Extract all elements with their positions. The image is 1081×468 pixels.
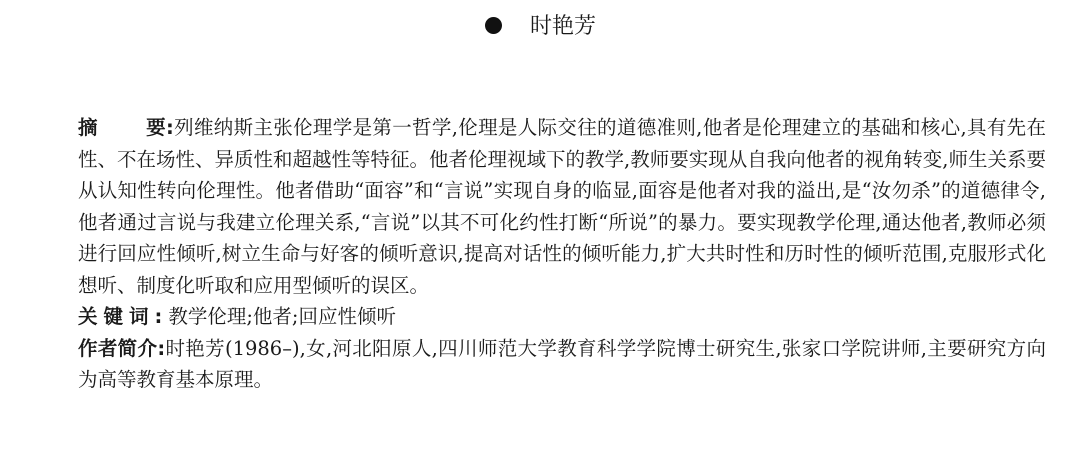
abstract-label: 摘 要:	[78, 116, 174, 139]
author-bio-paragraph	[36, 333, 1046, 396]
author-header	[0, 10, 1081, 44]
author-name: 时艳芳	[529, 14, 596, 39]
keywords-text: 教学伦理;他者;回应性倾听	[168, 305, 396, 328]
article-front-matter	[36, 112, 1046, 396]
keywords-paragraph	[36, 301, 1046, 333]
keywords-label: 关键词:	[78, 305, 169, 328]
abstract-paragraph	[36, 112, 1046, 301]
bullet-icon	[485, 17, 502, 34]
abstract-text: 列维纳斯主张伦理学是第一哲学,伦理是人际交往的道德准则,他者是伦理建立的基础和核心,具有先在性、不在场性、异质性和超越性等特征。他者伦理视域下的教学,教师要实现从自我向他者的视角转变,师生关系要从认知性转向伦理性。他者借助“面容”和“言说”实现自身的临显,面容是他者对我的溢出,是“汝勿杀”的道德律令,他者通过言说与我建立伦理关系,“言说”以其不可化约性打断“所说”的暴力。要实现教学伦理,通达他者,教师必须进行回应性倾听,树立生命与好客的倾听意识,提高对话性的倾听能力,扩大共时性和历时性的倾听范围,克服形式化想听、制度化听取和应用型倾听的误区。	[78, 116, 1046, 297]
author-bio-label: 作者简介:	[78, 336, 166, 360]
author-bio-text: 时艳芳(1986–),女,河北阳原人,四川师范大学教育科学学院博士研究生,张家口学院讲师,主要研究方向为高等教育基本原理。	[78, 336, 1046, 391]
